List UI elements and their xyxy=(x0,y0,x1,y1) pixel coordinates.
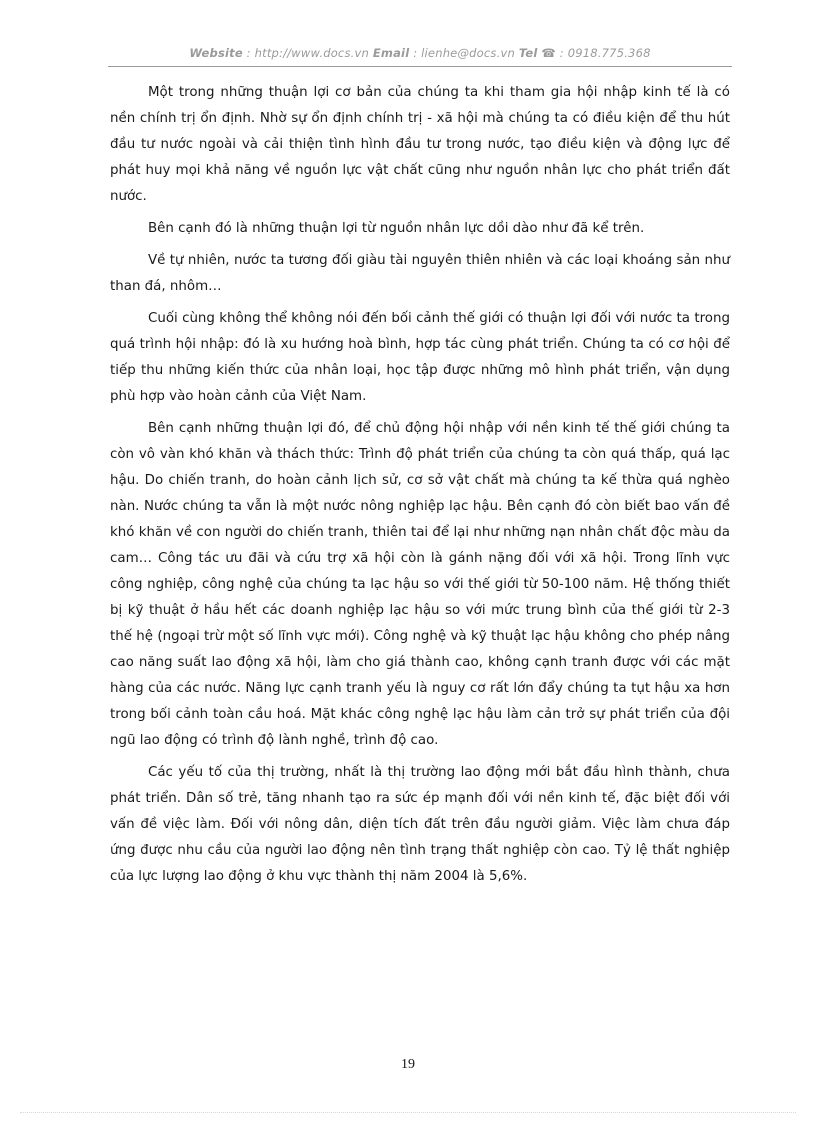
document-body xyxy=(110,80,730,896)
email-label: Email xyxy=(372,46,410,60)
paragraph: Về tự nhiên, nước ta tương đối giàu tài nguyên thiên nhiên và các loại khoáng sản như than đá, nhôm… xyxy=(110,253,730,294)
website-separator: : xyxy=(242,46,255,60)
page-header xyxy=(108,46,732,60)
tel-number: 0918.775.368 xyxy=(567,46,651,60)
bottom-divider xyxy=(20,1112,796,1113)
paragraph: Bên cạnh những thuận lợi đó, để chủ động hội nhập với nền kinh tế thế giới chúng ta còn vô vàn khó khăn và thách thức: Trình độ phát triển của chúng ta còn quá thấp, quá lạc hậu. Do chiến tranh, do hoàn cảnh lịch sử, cơ sở vật chất mà chúng ta kế thừa quá nghèo nàn. Nước chúng ta vẫn là một nước nông nghiệp lạc hậu. Bên cạnh đó còn biết bao vấn đề khó khăn về con người do chiến tranh, thiên tai để lại như những nạn nhân chất độc màu da cam… Công tác ưu đãi và cứu trợ xã hội còn là gánh nặng đối với xã hội. Trong lĩnh vực công nghiệp, công nghệ của chúng ta lạc hậu so với thế giới từ 50-100 năm. Hệ thống thiết bị kỹ thuật ở hầu hết các doanh nghiệp lạc hậu so với mức trung bình của thế giới từ 2-3 thế hệ (ngoại trừ một số lĩnh vực mới). Công nghệ và kỹ thuật lạc hậu không cho phép nâng cao năng suất lao động xã hội, làm cho giá thành cao, không cạnh tranh được với các mặt hàng của các nước. Năng lực cạnh tranh yếu là nguy cơ rất lớn đẩy chúng ta tụt hậu xa hơn trong bối cảnh toàn cầu hoá. Mặt khác công nghệ lạc hậu làm cản trở sự phát triển của đội ngũ lao động có trình độ lành nghề, trình độ cao. xyxy=(110,421,730,748)
paragraph: Cuối cùng không thể không nói đến bối cảnh thế giới có thuận lợi đối với nước ta trong quá trình hội nhập: đó là xu hướng hoà bình, hợp tác cùng phát triển. Chúng ta có cơ hội để tiếp thu những kiến thức của nhân loại, học tập được những mô hình phát triển, vận dụng phù hợp vào hoàn cảnh của Việt Nam. xyxy=(110,311,730,404)
email-separator: : xyxy=(409,46,422,60)
paragraph: Các yếu tố của thị trường, nhất là thị trường lao động mới bắt đầu hình thành, chưa phát triển. Dân số trẻ, tăng nhanh tạo ra sức ép mạnh đối với nền kinh tế, đặc biệt đối với vấn đề việc làm. Đối với nông dân, diện tích đất trên đầu người giảm. Việc làm chưa đáp ứng được nhu cầu của người lao động nên tình trạng thất nghiệp còn cao. Tỷ lệ thất nghiệp của lực lượng lao động ở khu vực thành thị năm 2004 là 5,6%. xyxy=(110,765,730,884)
page-number: 19 xyxy=(401,1057,415,1072)
tel-separator: : xyxy=(555,46,568,60)
header-divider xyxy=(108,66,732,67)
email-address[interactable]: lienhe@docs.vn xyxy=(421,46,515,60)
website-label: Website xyxy=(189,46,243,60)
paragraph: Một trong những thuận lợi cơ bản của chúng ta khi tham gia hội nhập kinh tế là có nền chính trị ổn định. Nhờ sự ổn định chính trị - xã hội mà chúng ta có điều kiện để thu hút đầu tư nước ngoài và cải thiện tình hình đầu tư trong nước, tạo điều kiện và động lực để phát huy mọi khả năng về nguồn lực vật chất cũng như nguồn nhân lực cho phát triển đất nước. xyxy=(110,85,730,204)
tel-label: Tel xyxy=(518,46,538,60)
phone-icon: ☎ xyxy=(541,46,556,60)
website-url[interactable]: http://www.docs.vn xyxy=(254,46,369,60)
paragraph: Bên cạnh đó là những thuận lợi từ nguồn nhân lực dồi dào như đã kể trên. xyxy=(148,221,645,236)
